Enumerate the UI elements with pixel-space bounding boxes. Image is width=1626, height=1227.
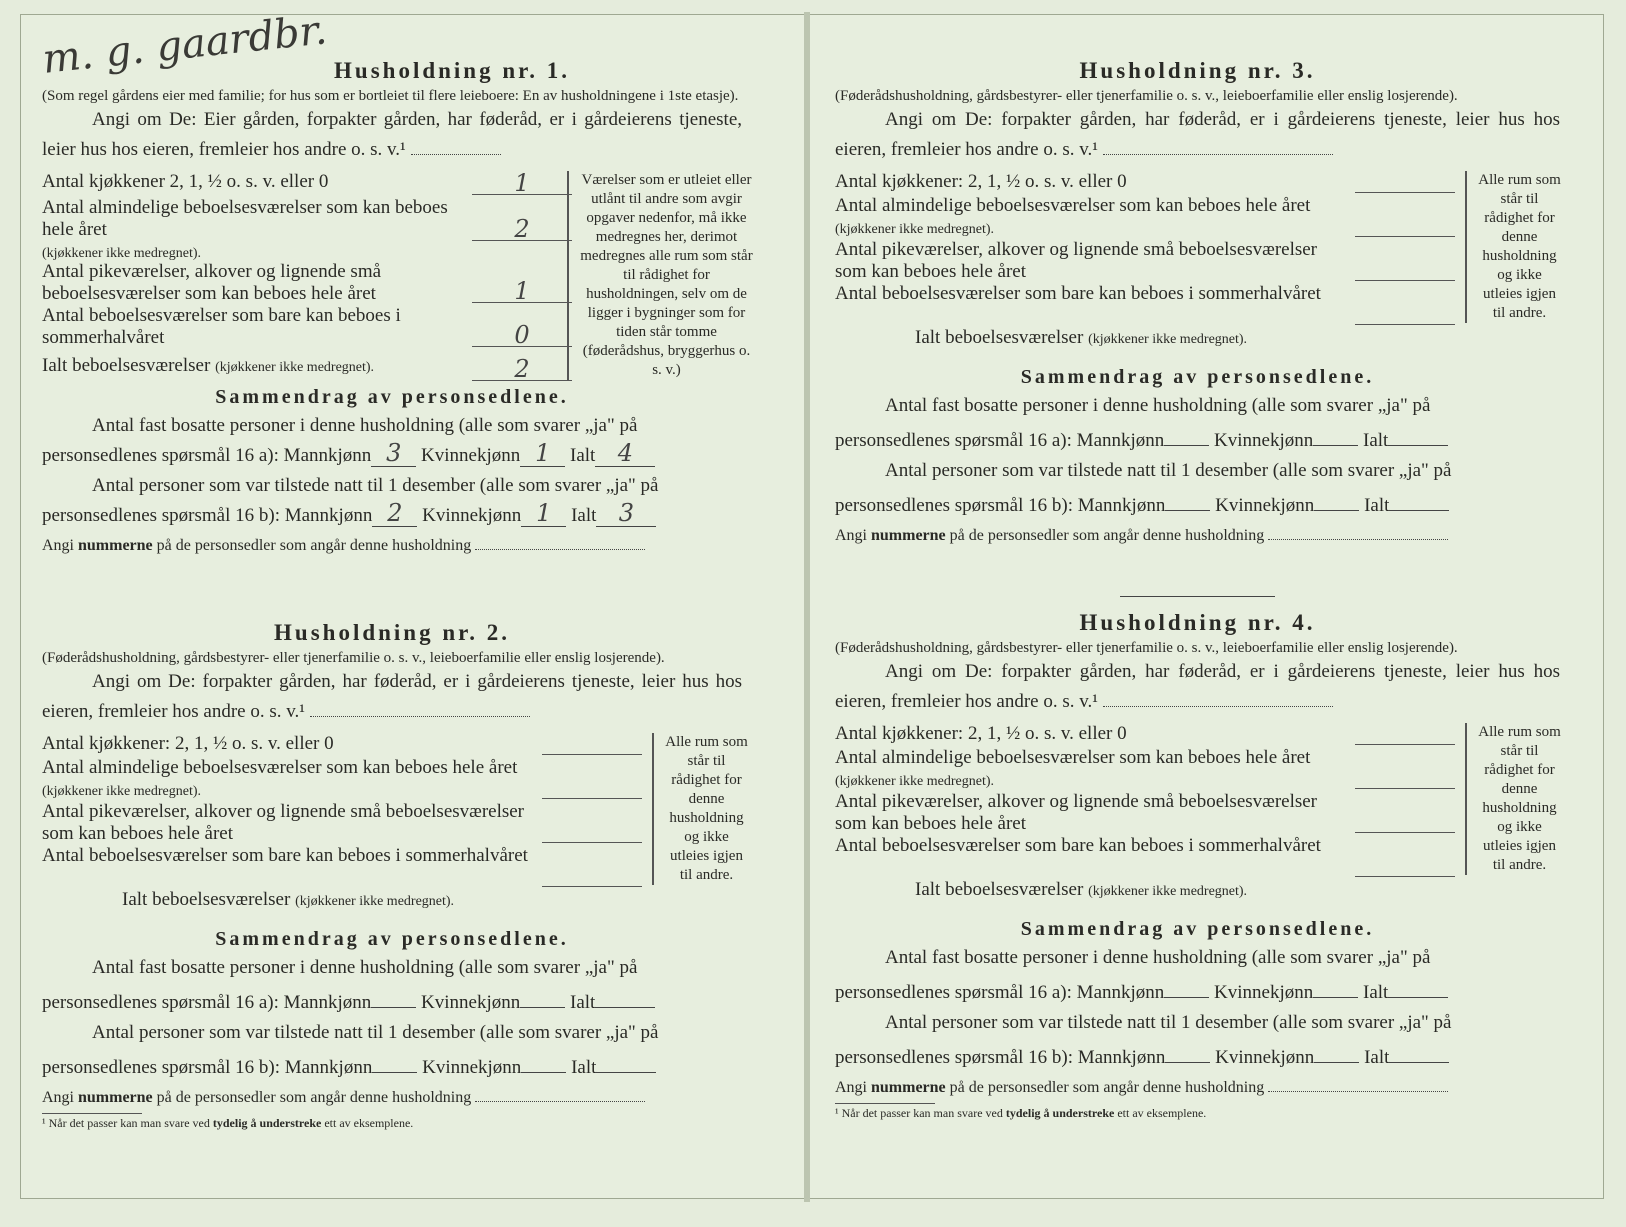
household-1-angi-answer[interactable]	[411, 136, 501, 155]
household-3-sum-b: Antal personer som var tilstede natt til 1 desember (alle som svarer „ja" på personsedlenes spørsmål 16 b): Mannkjønn Kvinnekjønn Ialt	[835, 460, 1452, 516]
h4-kitchens-row: Antal kjøkkener: 2, 1, ½ o. s. v. eller 0	[835, 723, 1455, 747]
h3-a-kvinne[interactable]	[1313, 421, 1358, 446]
household-1-side-note: Værelser som er utleiet eller utlånt til andre som avgir opgaver nedenfor, må ikke medregnes her, derimot medregnes alle rum som står til rådighet for husholdningen, selv om de ligger i bygninger som for tiden står tomme (føderådshus, bryggerhus o. s. v.)	[567, 171, 754, 380]
household-2-rooms	[42, 733, 748, 918]
household-3-angi-answer[interactable]	[1103, 136, 1333, 155]
kitchens-row: Antal kjøkkener 2, 1, ½ o. s. v. eller 0 1	[42, 171, 572, 197]
household-1-title: Husholdning nr. 1.	[334, 58, 570, 83]
household-2-numbers: Angi nummerne på de personsedler som angår denne husholdning	[42, 1083, 742, 1109]
household-1-sum-b: Antal personer som var tilstede natt til 1 desember (alle som svarer „ja" på personsedlenes spørsmål 16 b): Mannkjønn 2 Kvinnekjønn 1 Ialt 3	[42, 475, 659, 527]
summer-rooms-answer[interactable]: 0	[472, 324, 572, 347]
h2-regular-rooms-answer[interactable]	[542, 776, 642, 799]
household-3	[835, 58, 1560, 547]
household-4-angi-answer[interactable]	[1103, 688, 1333, 707]
household-3-numbers: Angi nummerne på de personsedler som angår denne husholdning	[835, 521, 1560, 547]
right-footnote: ¹ Når det passer kan man svare ved tydelig å understreke ett av eksemplene.	[835, 1103, 935, 1120]
h2-total-rooms-row: Ialt beboelsesværelser (kjøkkener ikke medregnet).	[122, 889, 455, 910]
h4-a-kvinne[interactable]	[1313, 973, 1358, 998]
h3-regular-rooms-row: Antal almindelige beboelsesværelser som kan beboes hele året (kjøkkener ikke medregnet).	[835, 195, 1455, 239]
regular-rooms-answer[interactable]: 2	[472, 218, 572, 241]
h1-b-mann[interactable]: 2	[372, 502, 417, 527]
household-4-side-note: Alle rum som står til rådighet for denne husholdning og ikke utleies igjen til andre.	[1465, 723, 1562, 875]
h1-a-kvinne[interactable]: 1	[520, 442, 565, 467]
h3-a-mann[interactable]	[1164, 421, 1209, 446]
left-footnote: ¹ Når det passer kan man svare ved tydelig å understreke ett av eksemplene.	[42, 1113, 142, 1130]
h4-a-ialt[interactable]	[1388, 973, 1448, 998]
h1-b-kvinne[interactable]: 1	[521, 502, 566, 527]
h3-b-kvinne[interactable]	[1314, 486, 1359, 511]
household-1-summary-title: Sammendrag av personsedlene.	[215, 386, 569, 408]
household-2-sum-b: Antal personer som var tilstede natt til 1 desember (alle som svarer „ja" på personsedlenes spørsmål 16 b): Mannkjønn Kvinnekjønn Ialt	[42, 1022, 659, 1078]
regular-rooms-row: Antal almindelige beboelsesværelser som kan beboes hele året (kjøkkener ikke medregnet). 2	[42, 197, 572, 261]
h2-numbers-answer[interactable]	[475, 1083, 645, 1102]
household-2-angi-answer[interactable]	[310, 698, 530, 717]
h4-b-ialt[interactable]	[1389, 1038, 1449, 1063]
household-3-summary-title: Sammendrag av personsedlene.	[1020, 366, 1375, 388]
h3-numbers-answer[interactable]	[1268, 521, 1448, 540]
h4-b-kvinne[interactable]	[1314, 1038, 1359, 1063]
h1-a-ialt[interactable]: 4	[595, 442, 655, 467]
household-1-sum-a: Antal fast bosatte personer i denne husholdning (alle som svarer „ja" på personsedlenes spørsmål 16 a): Mannkjønn 3 Kvinnekjønn 1 Ialt 4	[42, 411, 742, 471]
handwritten-header: m. g. gaardbr.	[40, 7, 330, 83]
h2-small-rooms-answer[interactable]	[542, 820, 642, 843]
household-4-title: Husholdning nr. 4.	[1079, 610, 1316, 635]
household-3-sum-a: Antal fast bosatte personer i denne husholdning (alle som svarer „ja" på personsedlenes spørsmål 16 a): Mannkjønn Kvinnekjønn Ialt	[835, 391, 1560, 456]
h4-total-rooms-row: Ialt beboelsesværelser (kjøkkener ikke medregnet).	[915, 879, 1248, 900]
h3-regular-rooms-answer[interactable]	[1355, 214, 1455, 237]
total-rooms-answer[interactable]: 2	[472, 358, 572, 381]
summer-rooms-row: Antal beboelsesværelser som bare kan beboes i sommerhalvåret 0	[42, 305, 572, 349]
h2-b-ialt[interactable]	[596, 1048, 656, 1073]
h3-summer-rooms-row: Antal beboelsesværelser som bare kan beboes i sommerhalvåret	[835, 283, 1455, 327]
h4-summer-rooms-row: Antal beboelsesværelser som bare kan beboes i sommerhalvåret	[835, 835, 1455, 879]
household-4-angi: Angi om De: forpakter gården, har føderåd, er i gårdeierens tjeneste, leier hus hos eieren, fremleier hos andre o. s. v.¹	[835, 661, 1560, 712]
right-page-separator	[1120, 596, 1275, 597]
household-3-angi: Angi om De: forpakter gården, har føderåd, er i gårdeierens tjeneste, leier hus hos eieren, fremleier hos andre o. s. v.¹	[835, 109, 1560, 160]
household-3-side-note: Alle rum som står til rådighet for denne husholdning og ikke utleies igjen til andre.	[1465, 171, 1562, 323]
household-1-numbers: Angi nummerne på de personsedler som angår denne husholdning	[42, 531, 742, 557]
household-2-sum-a: Antal fast bosatte personer i denne husholdning (alle som svarer „ja" på personsedlenes spørsmål 16 a): Mannkjønn Kvinnekjønn Ialt	[42, 953, 742, 1018]
h1-b-ialt[interactable]: 3	[596, 502, 656, 527]
h3-kitchens-answer[interactable]	[1355, 170, 1455, 193]
h4-b-mann[interactable]	[1165, 1038, 1210, 1063]
household-2-note: (Føderådshusholdning, gårdsbestyrer- eller tjenerfamilie o. s. v., leieboerfamilie eller enslig losjerende).	[42, 650, 665, 666]
h4-regular-rooms-row: Antal almindelige beboelsesværelser som kan beboes hele året (kjøkkener ikke medregnet).	[835, 747, 1455, 791]
household-4-numbers: Angi nummerne på de personsedler som angår denne husholdning	[835, 1073, 1560, 1099]
household-2-side-note: Alle rum som står til rådighet for denne husholdning og ikke utleies igjen til andre.	[652, 733, 749, 885]
small-rooms-row: Antal pikeværelser, alkover og lignende små beboelsesværelser som kan beboes hele året 1	[42, 261, 572, 305]
h2-small-rooms-row: Antal pikeværelser, alkover og lignende små beboelsesværelser som kan beboes hele året	[42, 801, 642, 845]
household-4-note: (Føderådshusholdning, gårdsbestyrer- eller tjenerfamilie o. s. v., leieboerfamilie eller enslig losjerende).	[835, 640, 1458, 656]
h4-kitchens-answer[interactable]	[1355, 722, 1455, 745]
h3-kitchens-row: Antal kjøkkener: 2, 1, ½ o. s. v. eller 0	[835, 171, 1455, 195]
h2-a-mann[interactable]	[371, 983, 416, 1008]
household-2-angi: Angi om De: forpakter gården, har føderåd, er i gårdeierens tjeneste, leier hus hos eieren, fremleier hos andre o. s. v.¹	[42, 671, 742, 722]
kitchens-answer[interactable]: 1	[472, 172, 572, 195]
household-4	[835, 610, 1560, 1120]
household-3-note: (Føderådshusholdning, gårdsbestyrer- eller tjenerfamilie o. s. v., leieboerfamilie eller enslig losjerende).	[835, 88, 1458, 104]
h2-b-mann[interactable]	[372, 1048, 417, 1073]
household-3-title: Husholdning nr. 3.	[1079, 58, 1316, 83]
household-2-title: Husholdning nr. 2.	[274, 620, 510, 645]
h2-a-ialt[interactable]	[595, 983, 655, 1008]
h2-a-kvinne[interactable]	[520, 983, 565, 1008]
h2-summer-rooms-answer[interactable]	[542, 864, 642, 887]
household-4-summary-title: Sammendrag av personsedlene.	[1020, 918, 1375, 940]
h1-a-mann[interactable]: 3	[371, 442, 416, 467]
h2-regular-rooms-row: Antal almindelige beboelsesværelser som kan beboes hele året (kjøkkener ikke medregnet).	[42, 757, 642, 801]
total-rooms-row: Ialt beboelsesværelser (kjøkkener ikke medregnet). 2	[42, 355, 572, 383]
h4-numbers-answer[interactable]	[1268, 1073, 1448, 1092]
h4-small-rooms-answer[interactable]	[1355, 810, 1455, 833]
h2-kitchens-answer[interactable]	[542, 732, 642, 755]
household-1-angi: Angi om De: Eier gården, forpakter gården, har føderåd, er i gårdeierens tjeneste, leier hus hos eieren, fremleier hos andre o. s. v.¹	[42, 109, 742, 160]
household-1-rooms	[42, 169, 753, 383]
h3-b-ialt[interactable]	[1389, 486, 1449, 511]
h3-total-rooms-row: Ialt beboelsesværelser (kjøkkener ikke medregnet).	[915, 327, 1248, 348]
household-3-rooms	[835, 171, 1560, 356]
household-2	[42, 620, 748, 1130]
h4-summer-rooms-answer[interactable]	[1355, 854, 1455, 877]
h4-a-mann[interactable]	[1164, 973, 1209, 998]
h4-small-rooms-row: Antal pikeværelser, alkover og lignende små beboelsesværelser som kan beboes hele året	[835, 791, 1455, 835]
household-2-summary-title: Sammendrag av personsedlene.	[215, 928, 569, 950]
household-1	[42, 58, 753, 557]
h3-summer-rooms-answer[interactable]	[1355, 302, 1455, 325]
h3-a-ialt[interactable]	[1388, 421, 1448, 446]
h4-regular-rooms-answer[interactable]	[1355, 766, 1455, 789]
h3-small-rooms-row: Antal pikeværelser, alkover og lignende små beboelsesværelser som kan beboes hele året	[835, 239, 1455, 283]
household-1-note: (Som regel gårdens eier med familie; for hus som er bortleiet til flere leieboere: En av husholdningene i 1ste etasje).	[42, 88, 739, 104]
h2-b-kvinne[interactable]	[521, 1048, 566, 1073]
household-4-rooms	[835, 723, 1560, 908]
small-rooms-answer[interactable]: 1	[472, 280, 572, 303]
h1-numbers-answer[interactable]	[475, 531, 645, 550]
h2-kitchens-row: Antal kjøkkener: 2, 1, ½ o. s. v. eller 0	[42, 733, 642, 757]
household-4-sum-b: Antal personer som var tilstede natt til 1 desember (alle som svarer „ja" på personsedlenes spørsmål 16 b): Mannkjønn Kvinnekjønn Ialt	[835, 1012, 1452, 1068]
household-4-sum-a: Antal fast bosatte personer i denne husholdning (alle som svarer „ja" på personsedlenes spørsmål 16 a): Mannkjønn Kvinnekjønn Ialt	[835, 943, 1560, 1008]
h2-summer-rooms-row: Antal beboelsesværelser som bare kan beboes i sommerhalvåret	[42, 845, 642, 889]
page-spine	[804, 12, 810, 1202]
h3-small-rooms-answer[interactable]	[1355, 258, 1455, 281]
h3-b-mann[interactable]	[1165, 486, 1210, 511]
